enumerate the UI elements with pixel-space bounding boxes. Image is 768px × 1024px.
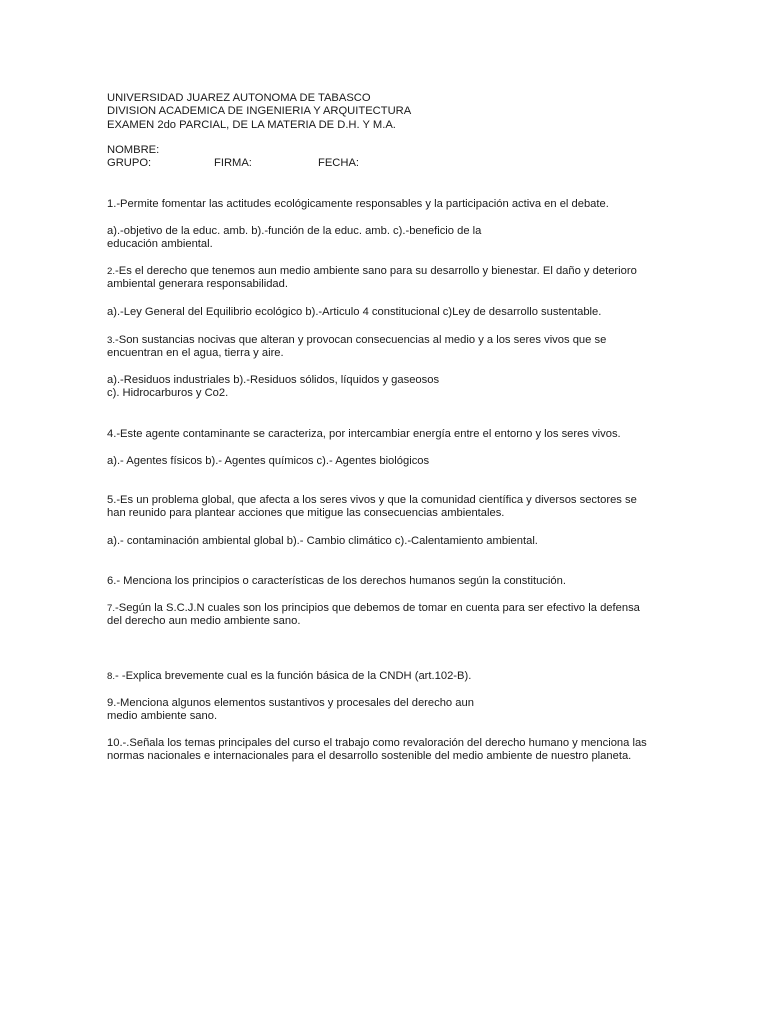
question-3-number: 3. [107, 335, 116, 346]
group-signature-date-row [107, 157, 359, 170]
division-name: DIVISION ACADEMICA DE INGENIERIA Y ARQUITECTURA [107, 105, 412, 118]
signature-label: FIRMA: [214, 157, 252, 169]
question-2-number: 2. [107, 266, 116, 277]
question-4: 4.-Este agente contaminante se caracteriza, por intercambiar energía entre el entorno y los seres vivos. [107, 428, 621, 440]
question-5: 5.-Es un problema global, que afecta a los seres vivos y que la comunidad científica y diversos sectores se han reunido para plantear acciones que mitigue las consecuencias ambientales. [107, 494, 637, 520]
exam-header [107, 92, 667, 132]
question-4-options: a).- Agentes físicos b).- Agentes químicos c).- Agentes biológicos [107, 455, 430, 467]
question-3-options: a).-Residuos industriales b).-Residuos sólidos, líquidos y gaseosos c). Hidrocarburos y Co2. [107, 374, 440, 400]
question-1-options: a).-objetivo de la educ. amb. b).-función de la educ. amb. c).-beneficio de la educación ambiental. [107, 225, 482, 251]
group-label: GRUPO: [107, 157, 152, 169]
question-10: 10.-.Señala los temas principales del curso el trabajo como revaloración del derecho humano y menciona las normas nacionales e internacionales para el desarrollo sostenible del medio ambiente de nuestro planeta. [107, 737, 647, 763]
question-7-number: 7. [107, 603, 116, 614]
question-8: 8.- -Explica brevemente cual es la función básica de la CNDH (art.102-B). [107, 670, 472, 682]
question-1 [107, 198, 667, 211]
question-5-options: a).- contaminación ambiental global b).- Cambio climático c).-Calentamiento ambiental. [107, 535, 538, 547]
question-2-options: a).-Ley General del Equilibrio ecológico b).-Articulo 4 constitucional c)Ley de desarrollo sustentable. [107, 306, 602, 318]
question-2: 2.-Es el derecho que tenemos aun medio ambiente sano para su desarrollo y bienestar. El daño y deterioro ambiental generara responsabilidad. [107, 265, 637, 291]
name-label: NOMBRE: [107, 144, 160, 156]
question-1-text: 1.-Permite fomentar las actitudes ecológicamente responsables y la participación activa en el debate. [107, 198, 609, 210]
question-9: 9.-Menciona algunos elementos sustantivos y procesales del derecho aun medio ambiente sano. [107, 697, 474, 723]
question-8-number: 8. [107, 671, 116, 682]
university-name: UNIVERSIDAD JUAREZ AUTONOMA DE TABASCO [107, 92, 371, 104]
name-field [107, 144, 667, 157]
date-label: FECHA: [318, 157, 360, 169]
question-7: 7.-Según la S.C.J.N cuales son los principios que debemos de tomar en cuenta para ser efectivo la defensa del derecho aun medio ambiente sano. [107, 602, 640, 628]
question-3: 3.-Son sustancias nocivas que alteran y provocan consecuencias al medio y a los seres vivos que se encuentran en el agua, tierra y aire. [107, 334, 607, 360]
question-6: 6.- Menciona los principios o características de los derechos humanos según la constitución. [107, 575, 566, 587]
exam-title: EXAMEN 2do PARCIAL, DE LA MATERIA DE D.H. Y M.A. [107, 118, 396, 131]
